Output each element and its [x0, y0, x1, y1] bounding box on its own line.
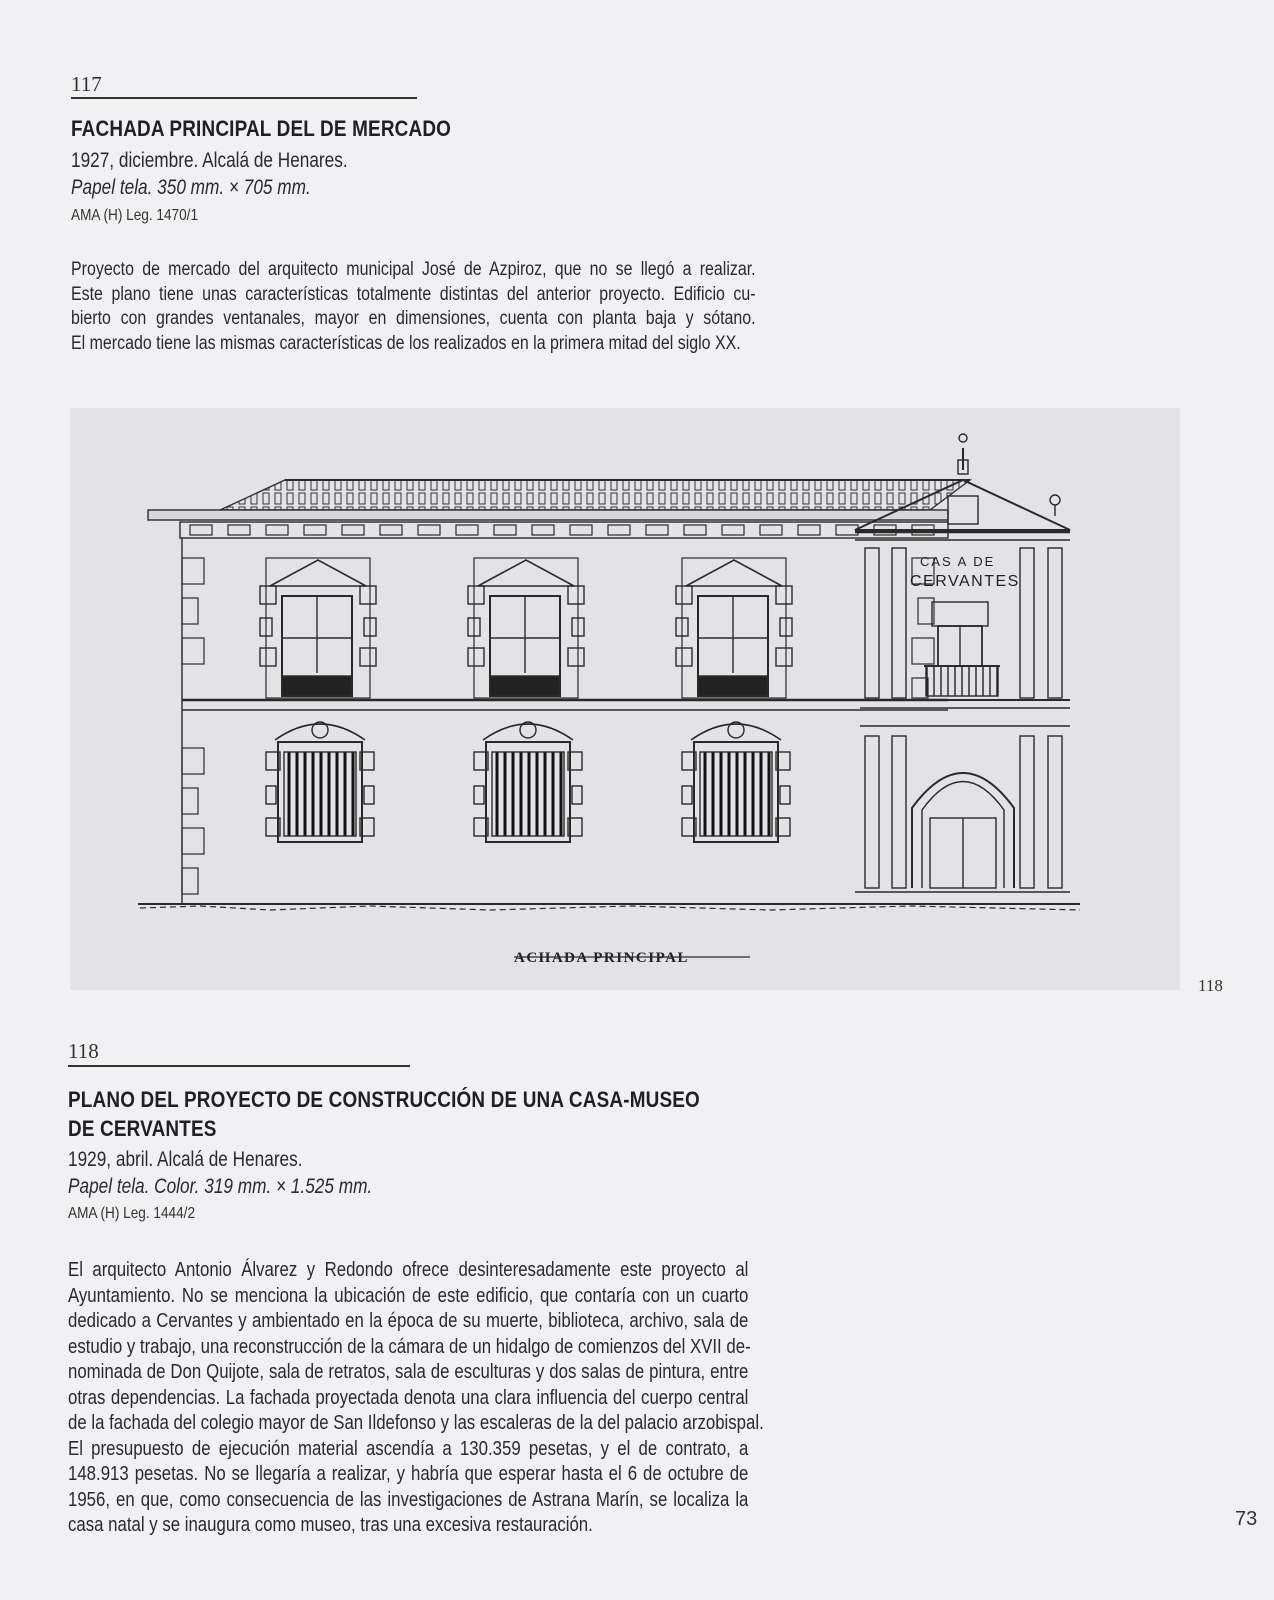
upper-window — [260, 558, 376, 698]
entry-117-reference: AMA (H) Leg. 1470/1 — [71, 207, 199, 224]
page-number: 73 — [1235, 1508, 1258, 1530]
entry-117-title: FACHADA PRINCIPAL DEL DE MERCADO — [71, 116, 452, 141]
cornice — [148, 510, 948, 538]
upper-window — [468, 558, 584, 698]
entry-117-line: El mercado tiene las mismas características de los realizados en la primera mitad del siglo XX. — [71, 332, 741, 354]
entry-118-line: Ayuntamiento. No se menciona la ubicación de este edificio, que contaría con un cuarto — [68, 1284, 749, 1307]
upper-window — [676, 558, 792, 698]
sign-line-2: CERVANTES — [910, 573, 1020, 590]
entry-117-line: Este plano tiene unas características totalmente distintas del anterior proyecto. Edificio cu- — [71, 283, 756, 305]
entry-118-number: 118 — [68, 1039, 99, 1063]
entry-117-number: 117 — [71, 72, 102, 96]
entry-118-rule — [68, 1065, 410, 1067]
main-wall — [182, 538, 948, 903]
entry-117-line: Proyecto de mercado del arquitecto municipal José de Azpiroz, que no se llegó a realizar. — [71, 259, 756, 280]
entry-118-title-line-2: DE CERVANTES — [68, 1116, 217, 1141]
lower-window — [682, 722, 790, 842]
entry-117-rule — [71, 97, 417, 99]
ground-line — [138, 904, 1080, 910]
entry-117-line: bierto con grandes ventanales, mayor en dimensiones, cuenta con planta baja y sótano. — [71, 308, 756, 329]
entry-118-line: El arquitecto Antonio Álvarez y Redondo ofrece desinteresadamente este proyecto al — [68, 1259, 749, 1281]
entry-118-line: casa natal y se inaugura como museo, tras una excesiva restauración. — [68, 1514, 593, 1536]
entry-118-paragraph — [68, 1258, 764, 1539]
sign-line-1: CAS A DE — [920, 554, 996, 569]
entry-118-line: nominada de Don Quijote, sala de retratos, sala de esculturas y dos salas de pintura, entre — [68, 1361, 749, 1383]
entry-118-date-place: 1929, abril. Alcalá de Henares. — [68, 1148, 303, 1171]
lower-window — [266, 722, 374, 842]
entry-118-line: El presupuesto de ejecución material ascendía a 130.359 pesetas, y el de contrato, a — [68, 1437, 749, 1460]
drawing-caption: ACHADA PRINCIPAL — [514, 950, 689, 966]
entry-118-material: Papel tela. Color. 319 mm. × 1.525 mm. — [68, 1175, 373, 1198]
entry-117-material: Papel tela. 350 mm. × 705 mm. — [71, 176, 311, 199]
entry-117-paragraph — [71, 258, 756, 356]
entry-118-line: estudio y trabajo, una reconstrucción de la cámara de un hidalgo de comienzos del XVII de- — [68, 1335, 751, 1358]
entry-118-line: otras dependencias. La fachada proyectada denota una clara influencia del cuerpo central — [68, 1386, 749, 1409]
entry-118-line: 148.913 pesetas. No se llegaría a realizar, y habría que esperar hasta el 6 de octubre de — [68, 1463, 749, 1485]
figure-number: 118 — [1198, 976, 1223, 995]
roof — [220, 480, 970, 510]
entry-118-title-line-1: PLANO DEL PROYECTO DE CONSTRUCCIÓN DE UNA CASA-MUSEO — [68, 1087, 700, 1112]
lower-window — [474, 722, 582, 842]
facade-drawing — [70, 408, 1180, 990]
entry-117-date-place: 1927, diciembre. Alcalá de Henares. — [71, 149, 348, 172]
entry-118-reference: AMA (H) Leg. 1444/2 — [68, 1205, 196, 1222]
entry-118-line: de la fachada del colegio mayor de San Ildefonso y las escaleras de la del palacio arzobispal. — [68, 1412, 764, 1434]
entry-118-line: 1956, en que, como consecuencia de las investigaciones de Astrana Marín, se localiza la — [68, 1488, 749, 1511]
entry-118-line: dedicado a Cervantes y ambientado en la época de su muerte, biblioteca, archivo, sala de — [68, 1310, 749, 1332]
